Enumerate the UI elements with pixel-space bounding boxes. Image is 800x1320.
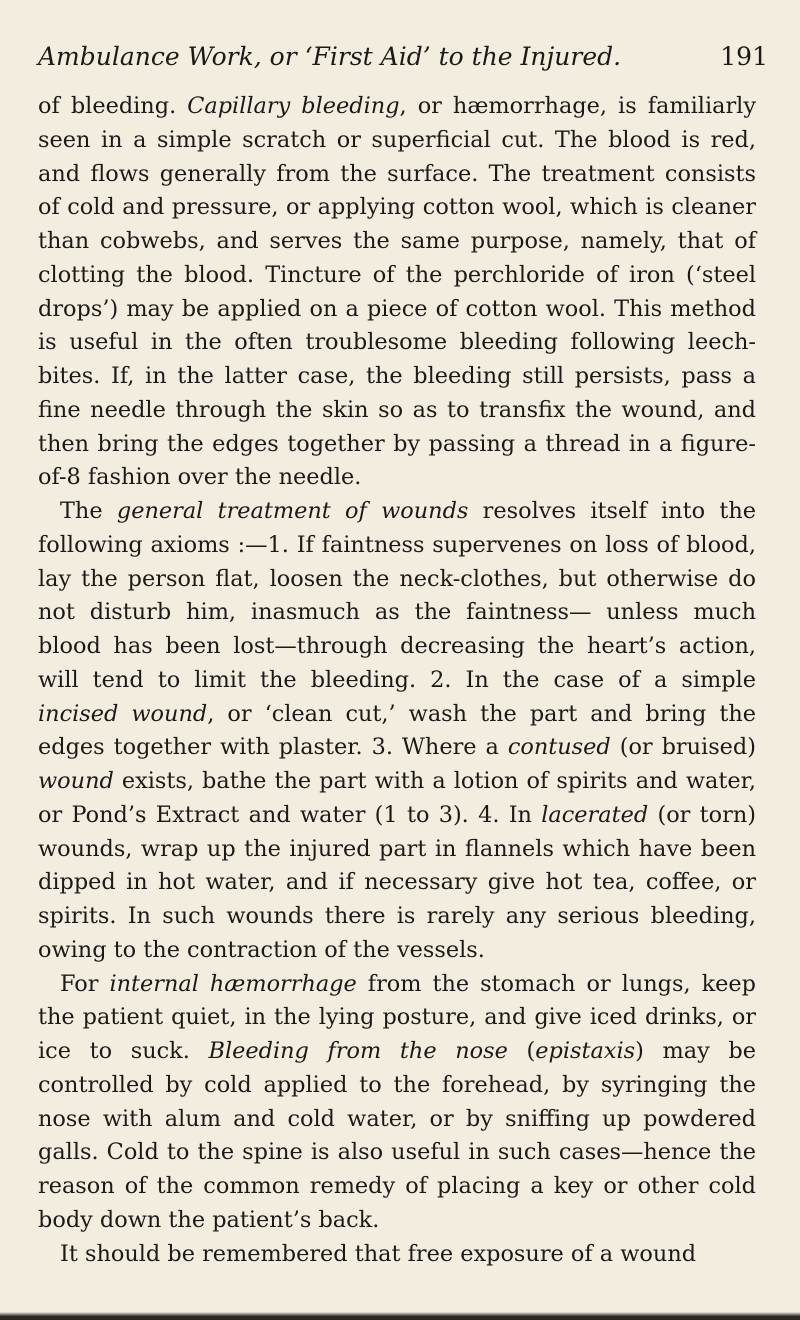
emphasis-text: incised wound [38, 700, 208, 727]
emphasis-text: wound [38, 768, 114, 794]
emphasis-text: Capillary bleeding [187, 93, 400, 119]
emphasis-text: lacerated [541, 801, 649, 828]
emphasis-text: internal hæmorrhage [109, 970, 357, 997]
emphasis-text: contused [507, 734, 611, 761]
running-header [38, 42, 768, 71]
paragraph-3: For internal hæmorrhage from the stomach or lungs, keep the patient quiet, in the lying posture, and give iced drinks, or ice to suck. Bleeding from the nose (epistaxis) may be controlled by cold applied to the forehead, by syringing the nose with alum and cold water, or by sniffing up powdered galls. Cold to the spine is also useful in such cases—hence the reason of the common remedy of placing a key or other cold body down the patient’s back. [38, 970, 756, 1233]
page-number: 191 [720, 42, 768, 71]
paragraph-2: The general treatment of wounds resolves itself into the following axioms :—1. If faintness supervenes on loss of blood, lay the person flat, loosen the neck-clothes, but otherwise do not disturb him, inasmuch as the faintness— unless much blood has been lost—through decreasing the heart’s action, will tend to limit the bleeding. 2. In the case of a simple incised wound, or ‘clean cut,’ wash the part and bring the edges together with plaster. 3. Where a contused (or bruised) wound exists, bathe the part with a lotion of spirits and water, or Pond’s Extract and water (1 to 3). 4. In lacerated (or torn) wounds, wrap up the injured part in flannels which have been dipped in hot water, and if necessary give hot tea, coffee, or spirits. In such wounds there is rarely any serious bleeding, owing to the contraction of the vessels. [38, 498, 757, 963]
emphasis-text: Bleeding from the nose [208, 1038, 508, 1064]
body-text [38, 90, 756, 1271]
paragraph-1: of bleeding. Capillary bleeding, or hæmorrhage, is familiarly seen in a simple scratch or superficial cut. The blood is red, and flows generally from the surface. The treatment consists of cold and pressure, or applying cotton wool, which is cleaner than cobwebs, and serves the same purpose, namely, that of clotting the blood. Tincture of the perchloride of iron (‘steel drops’) may be applied on a piece of cotton wool. This method is useful in the often troublesome bleeding following leech-bites. If, in the latter case, the bleeding still persists, pass a fine needle through the skin so as to transfix the wound, and then bring the edges together by passing a thread in a figure-of-8 fashion over the needle. [38, 93, 756, 491]
page-bottom-edge [0, 1312, 800, 1320]
running-title: Ambulance Work, or ‘First Aid’ to the Injured. [38, 42, 622, 71]
emphasis-text: epistaxis [535, 1038, 636, 1064]
emphasis-text: general treatment of wounds [116, 498, 469, 524]
paragraph-4: It should be remembered that free exposure of a wound [60, 1240, 697, 1267]
